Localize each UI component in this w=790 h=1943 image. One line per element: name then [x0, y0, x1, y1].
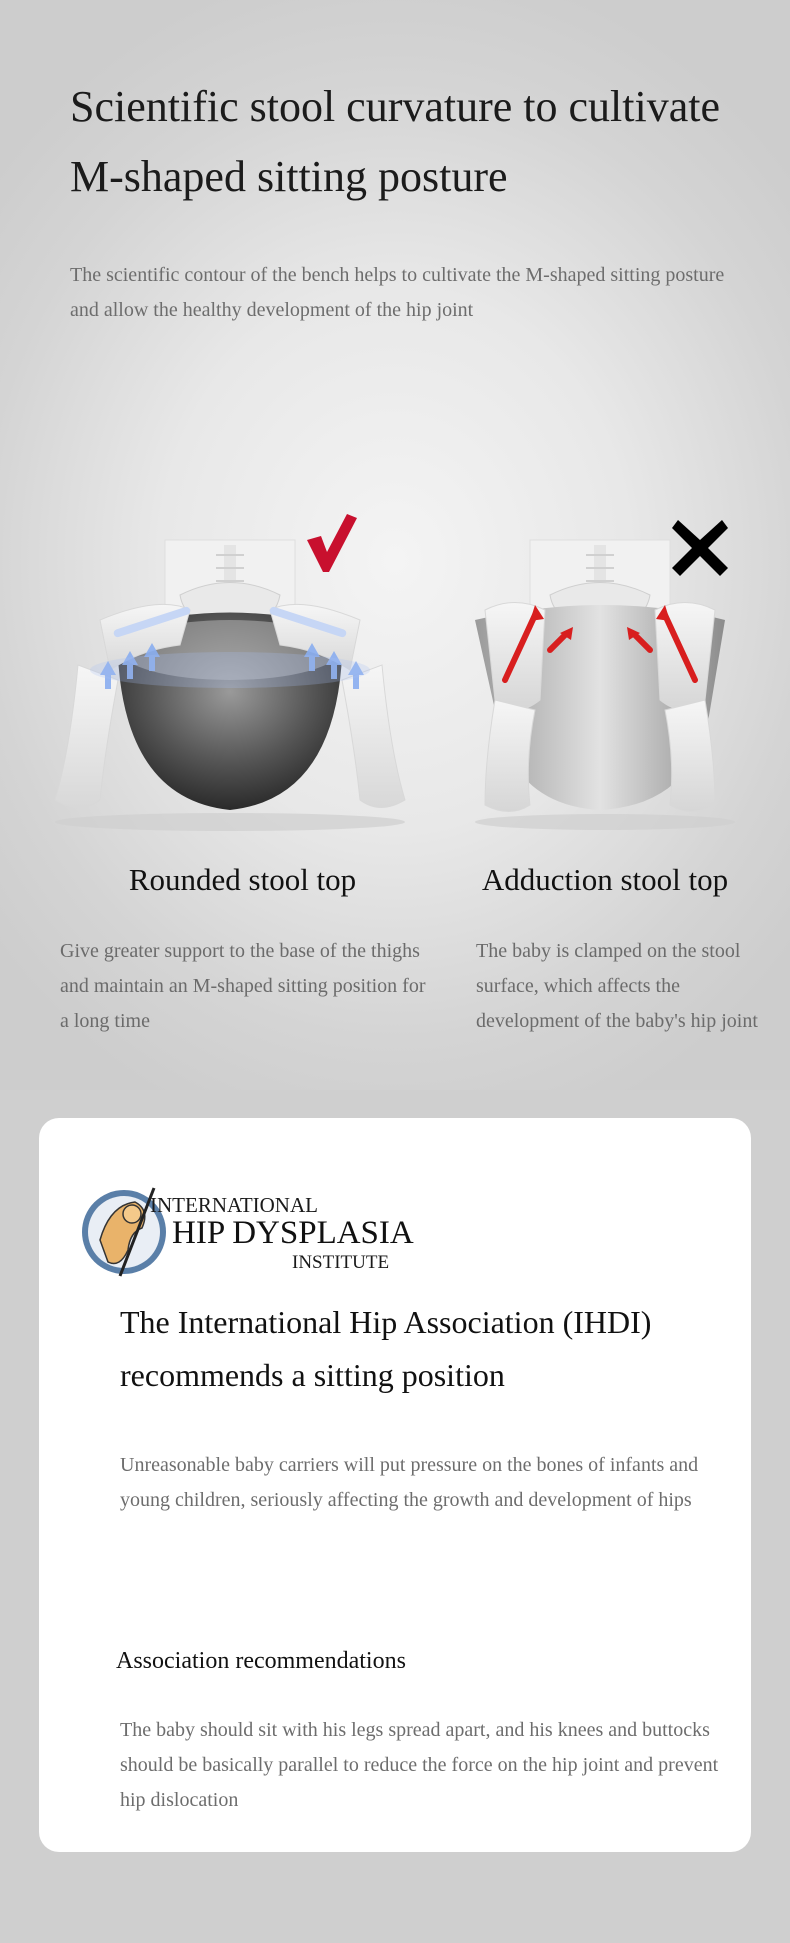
page-title: Scientific stool curvature to cultivate M-shaped sitting posture	[70, 82, 721, 201]
check-mark-icon	[303, 512, 359, 576]
ihdi-logo	[80, 1180, 420, 1288]
cross-mark-icon	[672, 520, 728, 576]
recommendation-text: The baby should sit with his legs spread apart, and his knees and buttocks should be basically parallel to reduce the force on the hip joint and prevent hip dislocation	[120, 1719, 719, 1811]
page-subtitle: The scientific contour of the bench helps to cultivate the M-shaped sitting posture and allow the healthy development of the hip joint	[70, 264, 725, 321]
rounded-stool-description: Give greater support to the base of the thighs and maintain an M-shaped sitting position for a long time	[60, 940, 426, 1032]
recommendation-heading: Association recommendations	[116, 1648, 406, 1674]
logo-line1: INTERNATIONAL	[150, 1193, 318, 1217]
rounded-stool-title: Rounded stool top	[128, 862, 357, 897]
logo-line2: HIP DYSPLASIA	[172, 1215, 414, 1251]
logo-line3: INSTITUTE	[292, 1252, 390, 1273]
adduction-stool-title: Adduction stool top	[481, 862, 729, 897]
card-intro: Unreasonable baby carriers will put pressure on the bones of infants and young children, seriously affecting the growth and development of hips	[120, 1454, 699, 1511]
rounded-stool-illustration	[40, 500, 420, 840]
adduction-stool-description: The baby is clamped on the stool surface, which affects the development of the baby's hip joint	[476, 940, 758, 1032]
card-title: The International Hip Association (IHDI) recommends a sitting position	[120, 1304, 652, 1393]
